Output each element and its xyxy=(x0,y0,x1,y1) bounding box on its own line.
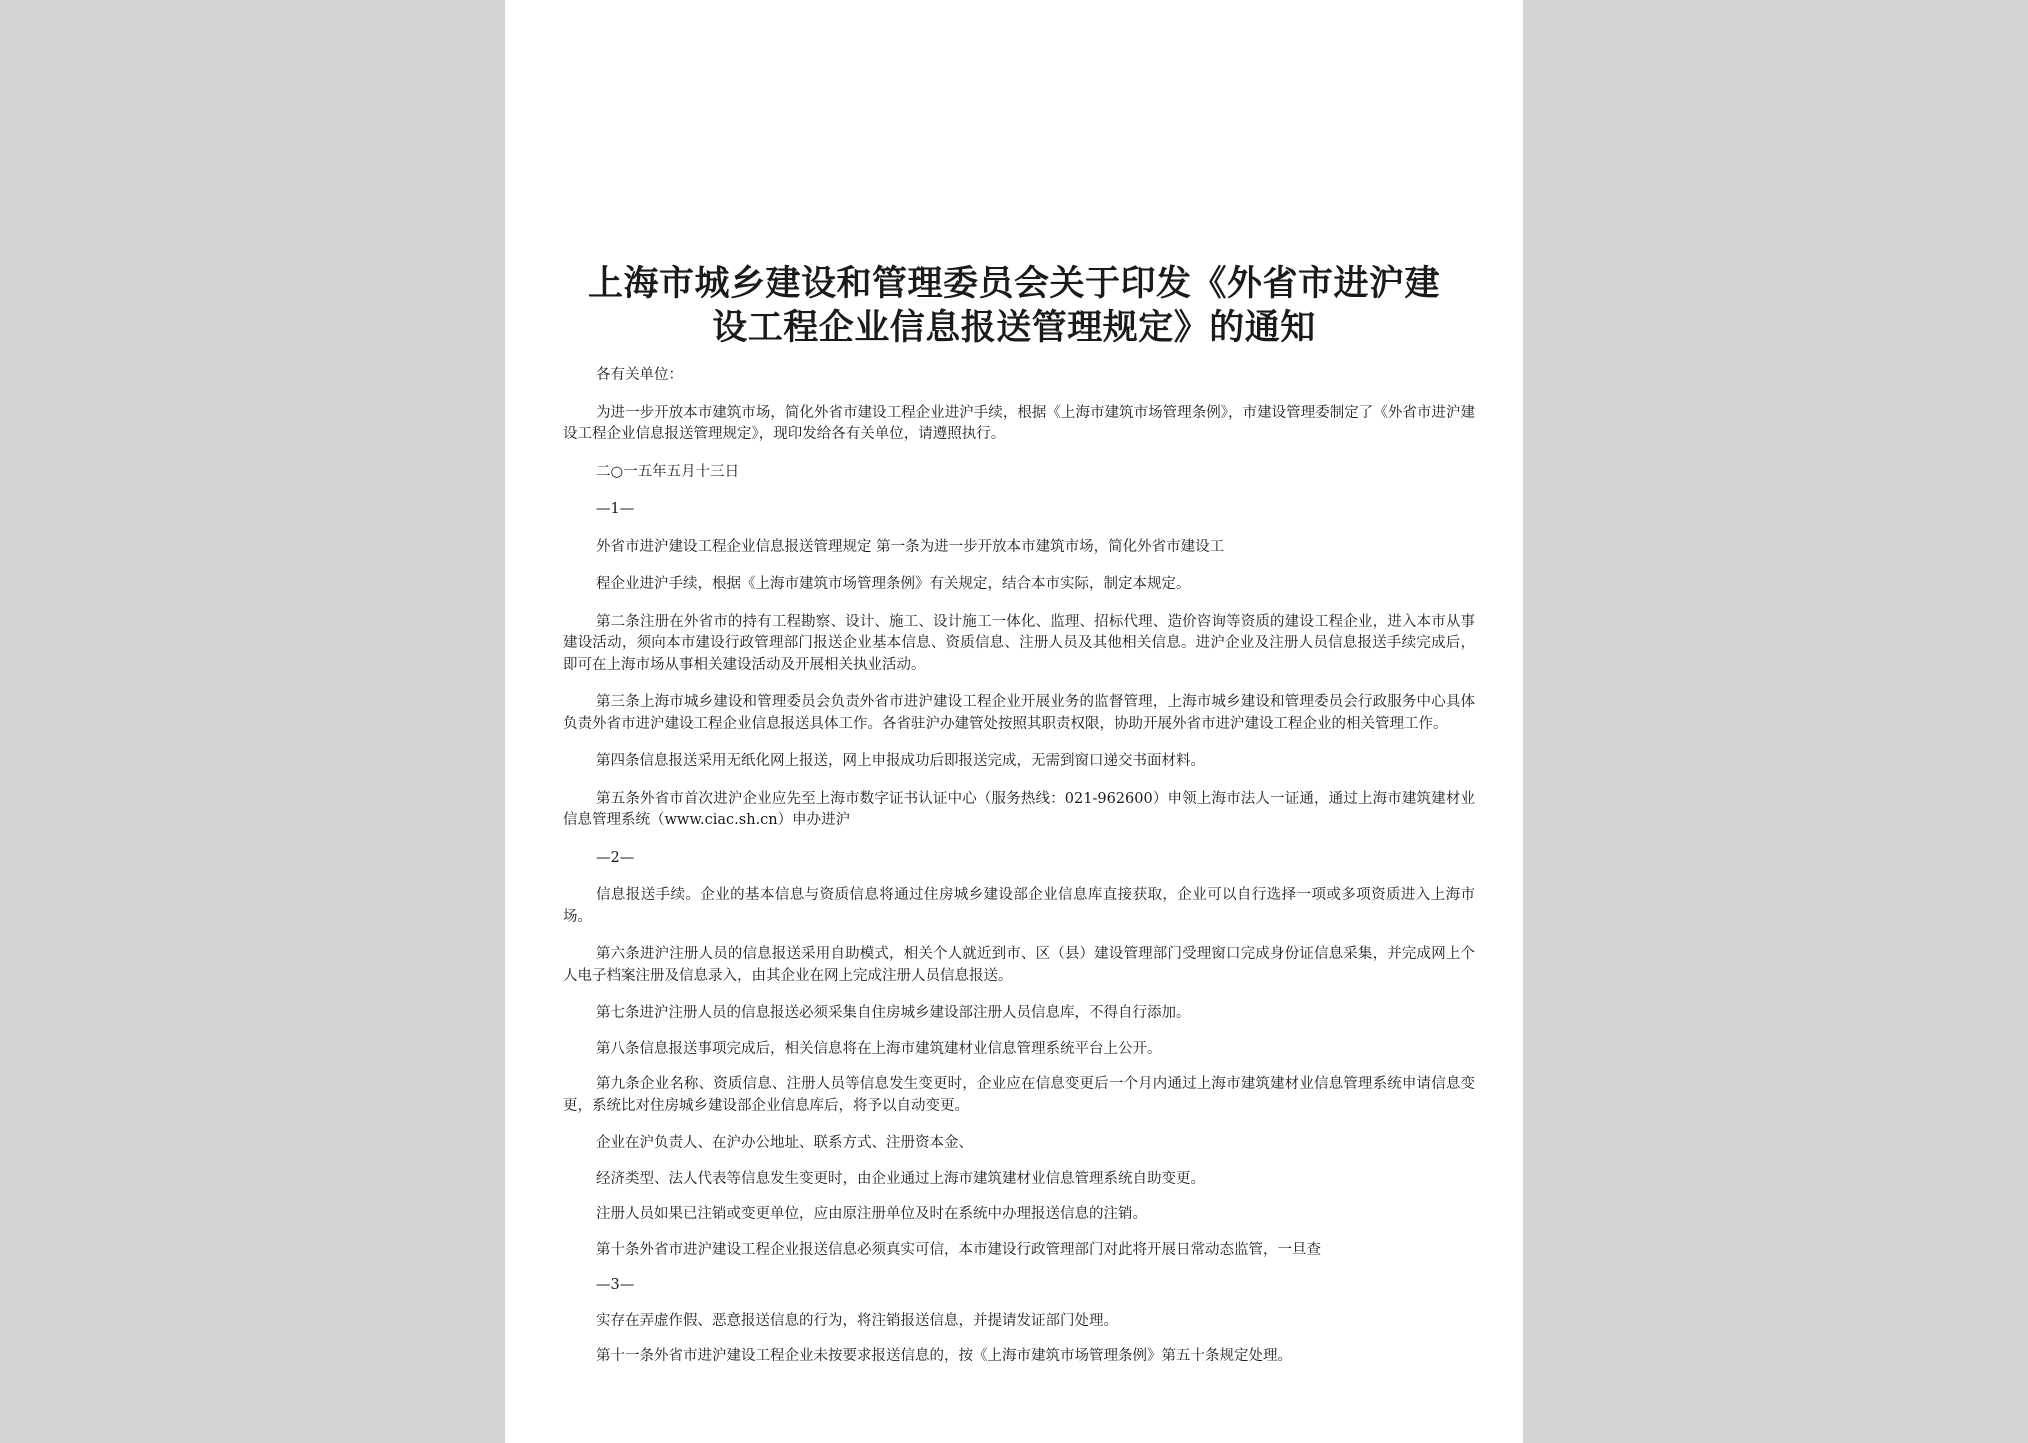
body-paragraph: 实存在弄虚作假、恶意报送信息的行为，将注销报送信息，并提请发证部门处理。 xyxy=(596,1312,1118,1329)
body-paragraph: 外省市进沪建设工程企业信息报送管理规定 第一条为进一步开放本市建筑市场，简化外省市建设工 xyxy=(596,538,1225,555)
date-line: 二○一五年五月十三日 xyxy=(596,463,740,480)
document-body xyxy=(563,365,1475,1382)
article-7: 第七条进沪注册人员的信息报送必须采集自住房城乡建设部注册人员信息库，不得自行添加。 xyxy=(596,1005,1191,1021)
page-number: —3— xyxy=(596,1277,635,1293)
article-10: 第十条外省市进沪建设工程企业报送信息必须真实可信，本市建设行政管理部门对此将开展日常动态监管，一旦查 xyxy=(596,1241,1321,1258)
article-4: 第四条信息报送采用无纸化网上报送，网上申报成功后即报送完成，无需到窗口递交书面材料。 xyxy=(596,753,1205,769)
article-2: 第二条注册在外省市的持有工程勘察、设计、施工、设计施工一体化、监理、招标代理、造价咨询等资质的建设工程企业，进入本市从事建设活动，须向本市建设行政管理部门报送企业基本信息、资质信息、注册人员及其他相关信息。进沪企业及注册人员信息报送手续完成后，即可在上海市场从事相关建设活动及开展相关执业活动。 xyxy=(563,613,1475,673)
document-title xyxy=(505,262,1523,350)
article-5: 第五条外省市首次进沪企业应先至上海市数字证书认证中心（服务热线：021-962600）申领上海市法人一证通，通过上海市建筑建材业信息管理系统（www.ciac.sh.cn）申办进沪 xyxy=(563,790,1475,828)
body-paragraph: 信息报送手续。企业的基本信息与资质信息将通过住房城乡建设部企业信息库直接获取，企业可以自行选择一项或多项资质进入上海市场。 xyxy=(563,887,1475,925)
article-11: 第十一条外省市进沪建设工程企业未按要求报送信息的，按《上海市建筑市场管理条例》第五十条规定处理。 xyxy=(596,1348,1292,1364)
body-paragraph: 企业在沪负责人、在沪办公地址、联系方式、注册资本金、 xyxy=(596,1135,973,1151)
body-paragraph: 注册人员如果已注销或变更单位，应由原注册单位及时在系统中办理报送信息的注销。 xyxy=(596,1206,1147,1222)
article-6: 第六条进沪注册人员的信息报送采用自助模式，相关个人就近到市、区（县）建设管理部门受理窗口完成身份证信息采集，并完成网上个人电子档案注册及信息录入，由其企业在网上完成注册人员信息报送。 xyxy=(563,946,1475,984)
salutation: 各有关单位： xyxy=(596,367,683,383)
document-page xyxy=(505,0,1523,1443)
body-paragraph: 程企业进沪手续，根据《上海市建筑市场管理条例》有关规定，结合本市实际，制定本规定。 xyxy=(596,576,1191,592)
page-number: —2— xyxy=(596,849,635,866)
title-line-2: 设工程企业信息报送管理规定》的通知 xyxy=(712,308,1316,348)
article-8: 第八条信息报送事项完成后，相关信息将在上海市建筑建材业信息管理系统平台上公开。 xyxy=(596,1040,1162,1057)
body-paragraph: 为进一步开放本市建筑市场，简化外省市建设工程企业进沪手续，根据《上海市建筑市场管理条例》，市建设管理委制定了《外省市进沪建设工程企业信息报送管理规定》，现印发给各有关单位，请遵照执行。 xyxy=(563,404,1475,442)
title-line-1: 上海市城乡建设和管理委员会关于印发《外省市进沪建 xyxy=(587,264,1440,304)
article-9: 第九条企业名称、资质信息、注册人员等信息发生变更时，企业应在信息变更后一个月内通过上海市建筑建材业信息管理系统申请信息变更，系统比对住房城乡建设部企业信息库后，将予以自动变更。 xyxy=(563,1076,1475,1114)
page-number: —1— xyxy=(596,501,635,517)
body-paragraph: 经济类型、法人代表等信息发生变更时，由企业通过上海市建筑建材业信息管理系统自助变更。 xyxy=(596,1170,1205,1187)
article-3: 第三条上海市城乡建设和管理委员会负责外省市进沪建设工程企业开展业务的监督管理，上海市城乡建设和管理委员会行政服务中心具体负责外省市进沪建设工程企业信息报送具体工作。各省驻沪办建管处按照其职责权限，协助开展外省市进沪建设工程企业的相关管理工作。 xyxy=(563,694,1475,732)
